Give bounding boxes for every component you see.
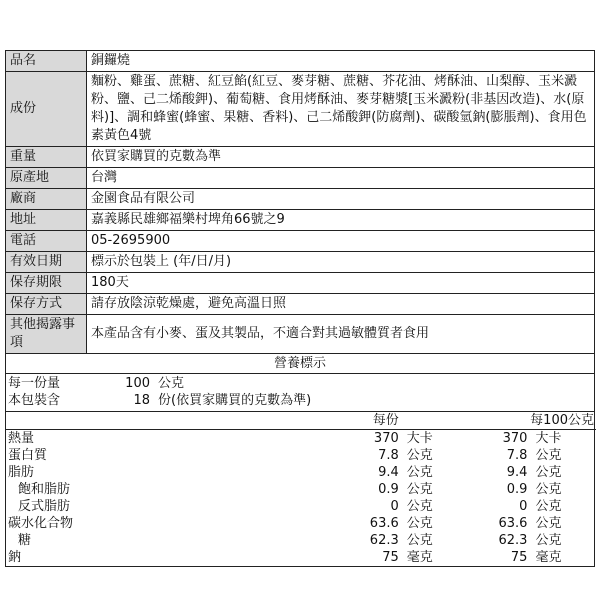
nutrition-row-protein <box>6 447 596 464</box>
spec-value: 依買家購買的克數為準 <box>87 147 595 168</box>
nutrition-row-trans-fat <box>6 498 596 515</box>
per-100g-value: 9.4 <box>506 465 528 480</box>
serving-size-unit: 公克 <box>158 376 185 391</box>
spec-row-weight <box>6 147 595 168</box>
nutrition-table <box>6 412 596 566</box>
per-100g-unit: 公克 <box>535 465 562 480</box>
nutrient-name: 蛋白質 <box>8 448 48 463</box>
nutrient-name: 糖 <box>18 533 32 548</box>
per-100g-unit: 公克 <box>535 533 562 548</box>
spec-label: 有效日期 <box>6 252 87 273</box>
servings-per-pack-row <box>8 392 592 409</box>
per-serving-value: 0 <box>390 499 399 514</box>
nutrition-row-energy <box>6 430 596 448</box>
nutrition-row-fat <box>6 464 596 481</box>
spec-label: 重量 <box>6 147 87 168</box>
spec-value: 請存放陰涼乾燥處，避免高溫日照 <box>87 294 595 315</box>
per-serving-unit: 公克 <box>406 533 433 548</box>
spec-label: 品名 <box>6 51 87 72</box>
per-100g-value: 63.6 <box>498 516 528 531</box>
serving-size-value: 100 <box>125 376 150 391</box>
spec-row-storage <box>6 294 595 315</box>
spec-label: 保存期限 <box>6 273 87 294</box>
per-serving-value: 75 <box>382 550 399 565</box>
spec-row-address <box>6 210 595 231</box>
spec-value: 180天 <box>87 273 595 294</box>
per-100g-unit: 公克 <box>535 448 562 463</box>
spec-label: 保存方式 <box>6 294 87 315</box>
per-serving-value: 9.4 <box>378 465 399 480</box>
spec-label: 成份 <box>6 72 87 147</box>
nutrition-row-sodium <box>6 549 596 566</box>
spec-label: 原產地 <box>6 168 87 189</box>
nutrition-header-row <box>6 412 596 430</box>
spec-value: 金園食品有限公司 <box>87 189 595 210</box>
product-spec-table <box>5 50 595 354</box>
nutrient-name: 鈉 <box>8 550 22 565</box>
per-serving-unit: 公克 <box>406 482 433 497</box>
spec-row-disclosure <box>6 315 595 354</box>
nutrition-title: 營養標示 <box>5 354 595 374</box>
spec-value: 麵粉、雞蛋、蔗糖、紅豆餡(紅豆、麥芽糖、蔗糖、芥花油、烤酥油、山梨醇、玉米澱粉、鹽、己二烯酸鉀)、葡萄糖、食用烤酥油、麥芽糖漿[玉米澱粉(非基因改造)、水(原料)]、調和蜂蜜(蜂蜜、果糖、香料)、己二烯酸鉀(防腐劑)、碳酸氫鈉(膨脹劑)、食用色素黃色4號 <box>87 72 595 147</box>
spec-value: 銅鑼燒 <box>87 51 595 72</box>
per-100g-value: 7.8 <box>506 448 528 463</box>
spec-row-shelf-life <box>6 273 595 294</box>
per-serving-unit: 毫克 <box>406 550 433 565</box>
spec-label: 地址 <box>6 210 87 231</box>
spec-value: 嘉義縣民雄鄉福樂村埤角66號之9 <box>87 210 595 231</box>
nutrient-name: 熱量 <box>8 431 35 446</box>
spec-row-phone <box>6 231 595 252</box>
servings-per-pack-label: 本包裝含 <box>8 393 61 408</box>
serving-size-label: 每一份量 <box>8 376 61 391</box>
per-serving-value: 0.9 <box>378 482 399 497</box>
per-100g-value: 0 <box>519 499 528 514</box>
serving-info <box>5 374 595 412</box>
per-serving-unit: 公克 <box>406 499 433 514</box>
spec-value: 本產品含有小麥、蛋及其製品，不適合對其過敏體質者食用 <box>87 315 595 354</box>
nutrition-facts <box>5 412 595 567</box>
spec-row-ingredients <box>6 72 595 147</box>
per-100g-unit: 毫克 <box>535 550 562 565</box>
per-serving-unit: 公克 <box>406 465 433 480</box>
nutrition-row-saturated-fat <box>6 481 596 498</box>
serving-size-row <box>8 375 592 392</box>
per-serving-unit: 公克 <box>406 516 433 531</box>
product-info-sheet <box>5 50 595 567</box>
spec-row-origin <box>6 168 595 189</box>
nutrition-row-sugar <box>6 532 596 549</box>
spec-value: 台灣 <box>87 168 595 189</box>
per-serving-value: 62.3 <box>369 533 399 548</box>
nutrient-name: 碳水化合物 <box>8 516 74 531</box>
per-serving-unit: 大卡 <box>406 431 433 446</box>
nutrition-row-carbohydrate <box>6 515 596 532</box>
per-100g-value: 75 <box>510 550 528 565</box>
per-100g-unit: 公克 <box>535 516 562 531</box>
per-serving-header: 每份 <box>171 412 401 430</box>
per-100g-unit: 公克 <box>535 482 562 497</box>
nutrient-name: 脂肪 <box>8 465 35 480</box>
per-serving-value: 7.8 <box>378 448 399 463</box>
spec-label: 廠商 <box>6 189 87 210</box>
per-100g-unit: 公克 <box>535 499 562 514</box>
per-serving-unit: 公克 <box>406 448 433 463</box>
spec-label: 其他揭露事項 <box>6 315 87 354</box>
per-100g-unit: 大卡 <box>535 431 562 446</box>
per-100g-value: 0.9 <box>506 482 528 497</box>
nutrient-name: 反式脂肪 <box>18 499 71 514</box>
spec-value: 標示於包裝上 (年/日/月) <box>87 252 595 273</box>
nutrient-name: 飽和脂肪 <box>18 482 71 497</box>
per-serving-value: 63.6 <box>369 516 399 531</box>
spec-label: 電話 <box>6 231 87 252</box>
servings-per-pack-unit: 份(依買家購買的克數為準) <box>158 393 312 408</box>
spec-row-manufacturer <box>6 189 595 210</box>
servings-per-pack-value: 18 <box>133 393 150 408</box>
spec-row-name <box>6 51 595 72</box>
per-100g-value: 370 <box>502 431 528 446</box>
per-100g-header: 每100公克 <box>463 412 596 430</box>
spec-row-expiry <box>6 252 595 273</box>
per-serving-value: 370 <box>373 431 399 446</box>
spec-value: 05-2695900 <box>87 231 595 252</box>
per-100g-value: 62.3 <box>498 533 528 548</box>
